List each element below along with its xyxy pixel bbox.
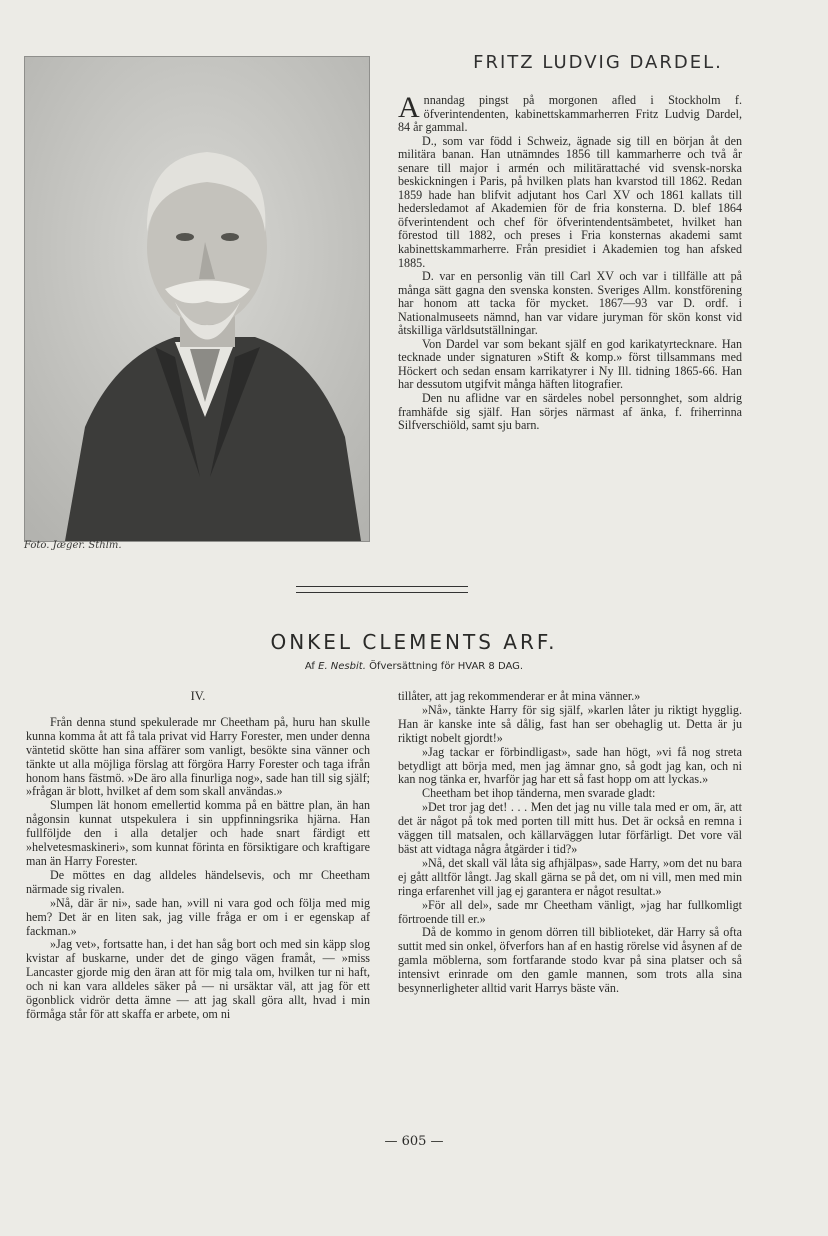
obituary-paragraph: Den nu aflidne var en särdeles nobel personnghet, som aldrig framhäfde sig själf. Han sörjes närmast af änka, f. friherrinna Silfverschiöld, samt sju barn.: [398, 391, 742, 433]
story-paragraph: »Jag vet», fortsatte han, i det han såg bort och med sin käpp slog kvistar af buskarne, under det de gingo vägen framåt, — »miss Lancaster gjorde mig den äran att för mig tala om, hvilken tur ni haft, och ni kan vara alldeles säker på — ni ursäktar väl, att jag för ett ögonblick vidrör detta ämne — att jag skall göra allt, hvad i min förmåga står för att skaffa er arbete, om ni: [26, 937, 370, 1021]
story-paragraph: »Nå, det skall väl låta sig afhjälpas», sade Harry, »om det nu bara ej gått alltför långt. Jag skall gärna se på det, om ni vill, men med min ringa erfarenhet vill jag ej garantera er något resultat.»: [398, 855, 742, 898]
obituary-paragraph: Von Dardel var som bekant själf en god karikatyrtecknare. Han tecknade under signaturen »Stift & komp.» först tillsammans med Höckert och sedan ensam karrikatyrer i Ny Ill. tidning 1865-66. Han har dessutom utgifvit många häften litografier.: [398, 336, 742, 392]
story-column-left: [26, 690, 370, 1022]
chapter-heading: IV.: [190, 689, 206, 703]
author-name: E. Nesbit.: [318, 661, 366, 672]
section-divider: [296, 586, 468, 593]
translation-note: Öfversättning för HVAR 8 DAG.: [369, 661, 524, 672]
byline: [0, 661, 828, 672]
story-column-right: [398, 690, 742, 996]
story-paragraph: tillåter, att jag rekommenderar er åt mina vänner.»: [398, 689, 641, 703]
story-paragraph: »Det tror jag det! . . . Men det jag nu ville tala med er om, är, att det är något på tok med porten till mitt hus. Det är också en remna i väggen till matsalen, och källarväggen lutar förfärligt. Det vore väl bäst att vidtaga några åtgärder i tid?»: [398, 800, 742, 856]
photo-credit: Foto. Jæger. Sthlm.: [24, 540, 122, 551]
story-paragraph: De möttes en dag alldeles händelsevis, och mr Cheetham närmade sig rivalen.: [26, 867, 370, 896]
obituary-paragraph: D., som var född i Schweiz, ägnade sig till en början åt den militära banan. Han utnämndes 1856 till kammarherre och två år senare till major i armén och militärattaché vid svensk-norska beskickningen i Paris, på hvilken plats han kvarstod till 1862. Redan 1859 hade han blifvit adjutant hos Carl XV och 1861 kallats till hedersledamot af Akademien för de fria konsterna. D. blef 1864 öfverintendent och chef för öfverintendentsämbetet, hvilket han förestod till 1882, och preses i Fria konsternas akademi samt kabinettskammarherre. Från presidiet i Akademien tog han afsked 1885.: [398, 133, 742, 270]
page-number: — 605 —: [384, 1134, 444, 1149]
story-paragraph: Cheetham bet ihop tänderna, men svarade gladt:: [422, 786, 656, 801]
story-paragraph: Slumpen lät honom emellertid komma på en bättre plan, än han någonsin kunnat utspekulera i sin uppfinningsrika hjärna. Han fullföljde den i alla detaljer och hade snart färdigt ett »helvetesmaskineri», som kunnat förinta en försiktigare och kraftigare man än Harry Forester.: [26, 798, 370, 868]
portrait-photo: [24, 56, 370, 542]
story-paragraph: Från denna stund spekulerade mr Cheetham på, huru han skulle kunna komma åt att få tala privat vid Harry Forester, men under denna väntetid skötte han sina affärer som vanligt, besökte sina vänner och tänkte ut alla möjliga förslag att förgöra Harry Forester och taga ifrån honom hans fästmö. »De äro alla finurliga nog», sade han till sig själf; »frågan är blott, hvilket af dem som skall användas.»: [26, 714, 370, 799]
obituary-title: FRITZ LUDVIG DARDEL.: [473, 52, 723, 73]
story-title: ONKEL CLEMENTS ARF.: [270, 630, 558, 654]
portrait-illustration: [25, 57, 369, 541]
drop-cap: A: [398, 91, 420, 124]
story-paragraph: »För all del», sade mr Cheetham vänligt, »jag har fullkomligt förtroende till er.»: [398, 897, 742, 926]
story-paragraph: »Nå», tänkte Harry för sig själf, »karlen låter ju riktigt hygglig. Han är kanske inte så dålig, fast han ser obehaglig ut. Detta är ju riktigt nobelt gjordt!»: [398, 702, 742, 745]
obituary-paragraph: D. var en personlig vän till Carl XV och var i tillfälle att på många sätt gagna den svenska konsten. Sveriges Allm. konstförening har honom att tacka för mycket. 1867—93 var D. ordf. i Nationalmuseets nämnd, han var vidare juryman för skön konst vid åtskilliga världsutställningar.: [398, 269, 742, 338]
story-paragraph: »Jag tackar er förbindligast», sade han högt, »vi få nog streta betydligt att börja med, men jag ämnar gno, så godt jag kan, och ni kan nog tänka er, hvarför jag har ett så fast hopp om att lyckas.»: [398, 744, 742, 787]
obituary-paragraph: Annandag pingst på morgonen afled i Stockholm f. öfverintendenten, kabinettskammarherren Fritz Ludvig Dardel, 84 år gammal.: [398, 91, 742, 135]
story-paragraph: Då de kommo in genom dörren till biblioteket, där Harry så ofta suttit med sin onkel, öfverfors han af en hastig rörelse vid åsynen af de gamla möblerna, som fortfarande stodo kvar på sina platser och så intensivt erinrade om den gamle mannen, som trots alla sina besynnerligheter alltid varit Harrys bäste vän.: [398, 925, 742, 996]
obituary-body: [398, 91, 742, 433]
byline-prefix: Af: [304, 661, 315, 672]
story-paragraph: »Nå, där är ni», sade han, »vill ni vara god och följa med mig hem? Det är en liten sak, jag ville fråga er om i er egenskap af fackman.»: [26, 895, 370, 938]
